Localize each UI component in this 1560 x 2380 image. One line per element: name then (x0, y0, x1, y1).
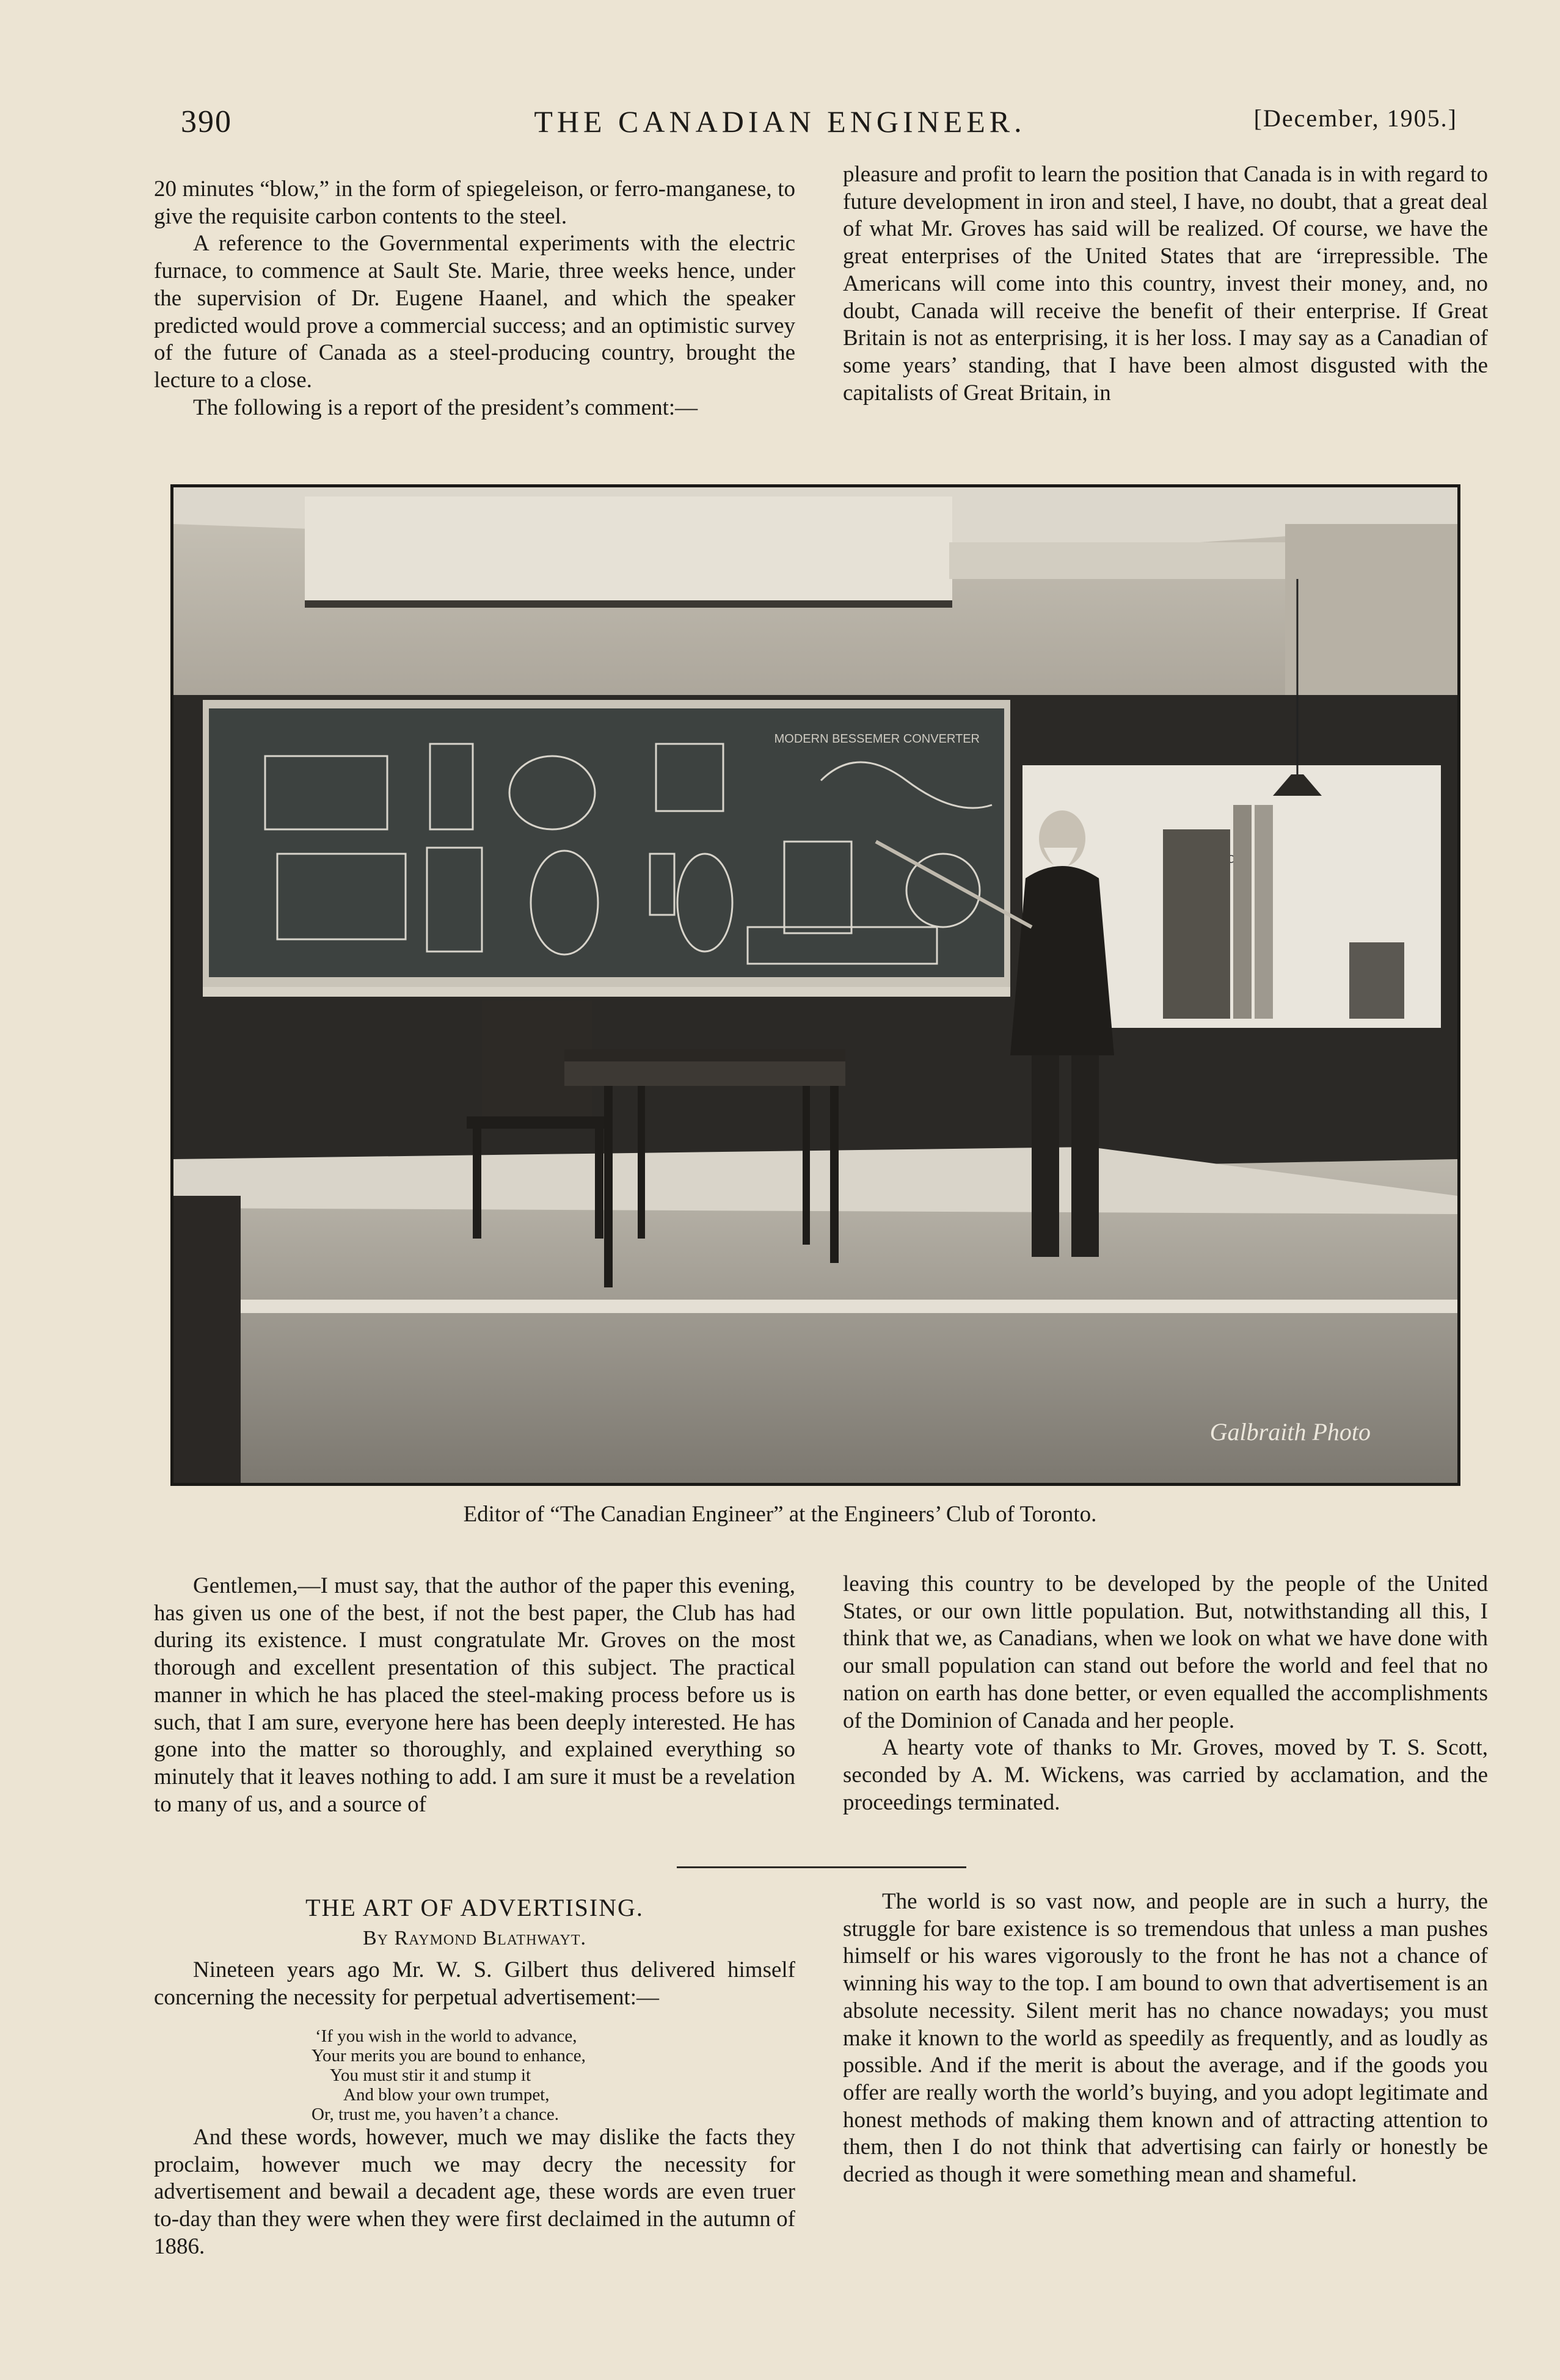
gilbert-verse (312, 2026, 586, 2124)
mid-left-column (154, 1573, 795, 1818)
paragraph: A hearty vote of thanks to Mr. Groves, moved by T. S. Scott, seconded by A. M. Wickens, was carried by acclamation, and the proceedings terminated. (843, 1735, 1488, 1815)
paragraph: A reference to the Governmental experiments with the electric furnace, to commence at Sault Ste. Marie, three weeks hence, under the supervision of Dr. Eugene Haanel, and which the speaker predicted would prove a commercial success; and an optimistic survey of the future of Canada as a steel-producing country, brought the lecture to a close. (154, 231, 795, 393)
article-left-continued (154, 2124, 795, 2261)
verse-line: And blow your own trumpet, (343, 2085, 550, 2105)
paragraph: pleasure and profit to learn the position that Canada is in with regard to future development in iron and steel, I have, no doubt, that a great deal of what Mr. Groves has said will be realized. Of course, we have the great enterprises of the United States that are ‘irrepressible. The Americans will come into this country, invest their money, and, no doubt, Canada will receive the benefit of their enterprise. If Great Britain is not as enterprising, it is her loss. I may say as a Canadian of some years’ standing, that I have been almost disgusted with the capitalists of Great Britain, in (843, 162, 1488, 406)
paragraph: The world is so vast now, and people are in such a hurry, the struggle for bare existence is so tremendous that unless a man pushes himself or his wares vigorously to the front he has not a chance of winning his way to the top. I am bound to own that advertisement is an absolute necessity. Silent merit has no chance nowadays; you must make it known to the world as speedily as frequently, and as loudly as possible. And if the merit is about the average, and if the goods you offer are really worth the world’s buying, and you adopt legitimate and honest methods of making them known and of attracting attention to them, then I do not think that advertising can fairly or honestly be decried as though it were something mean and shameful. (843, 1889, 1488, 2188)
mid-right-column (843, 1571, 1488, 1816)
paragraph: leaving this country to be developed by the people of the United States, or our own little population. But, notwithstanding all this, I think that we, as Canadians, when we look on what we have done with our small population can stand out before the world and feel that no nation on earth has done better, or even equalled the accomplishments of the Dominion of Canada and her people. (843, 1571, 1488, 1733)
issue-date: [December, 1905.] (1253, 104, 1457, 132)
paragraph: The following is a report of the president’s comment:— (193, 395, 698, 420)
article-title: THE ART OF ADVERTISING. (305, 1894, 644, 1921)
article-right-column (843, 1888, 1488, 2189)
article-intro (154, 1957, 795, 2011)
paragraph: 20 minutes “blow,” in the form of spiegeleison, or ferro-manganese, to give the requisite carbon contents to the steel. (154, 176, 795, 229)
paragraph: Gentlemen,—I must say, that the author of the paper this evening, has given us one of the best, if not the best paper, the Club has had during its existence. I must congratulate Mr. Groves on the most thorough and excellent presentation of this subject. The practical manner in which he has placed the steel-making process before us is such, that I am sure, everyone here has been deeply interested. He has gone into the matter so thoroughly, and explained everything so minutely that it leaves nothing to add. I am sure it must be a revelation to many of us, and a source of (154, 1573, 795, 1817)
page-number: 390 (181, 104, 232, 139)
top-right-column (843, 161, 1488, 407)
top-left-column (154, 176, 795, 421)
verse-line: Your merits you are bound to enhance, (312, 2046, 586, 2065)
article-byline: By Raymond Blathwayt. (362, 1927, 587, 1949)
photo-illustration (173, 487, 1457, 1483)
paragraph: Nineteen years ago Mr. W. S. Gilbert thus delivered himself concerning the necessity for perpetual advertisement:— (154, 1957, 795, 2010)
verse-line: You must stir it and stump it (330, 2065, 531, 2085)
running-title: THE CANADIAN ENGINEER. (534, 104, 1026, 139)
board-heading: MODERN BESSEMER CONVERTER (774, 732, 980, 746)
paragraph: And these words, however, much we may dislike the facts they proclaim, however much we may decry the necessity for advertisement and bewail a decadent age, these words are even truer to-day than they were when they were first declaimed in the autumn of 1886. (154, 2125, 795, 2259)
verse-line: Or, trust me, you haven’t a chance. (312, 2105, 559, 2124)
photographer-signature: Galbraith Photo (1209, 1418, 1371, 1446)
lecture-photograph (170, 484, 1460, 1486)
section-divider (677, 1866, 966, 1868)
figure-caption: Editor of “The Canadian Engineer” at the Engineers’ Club of Toronto. (463, 1502, 1097, 1527)
verse-line: ‘If you wish in the world to advance, (315, 2026, 577, 2046)
